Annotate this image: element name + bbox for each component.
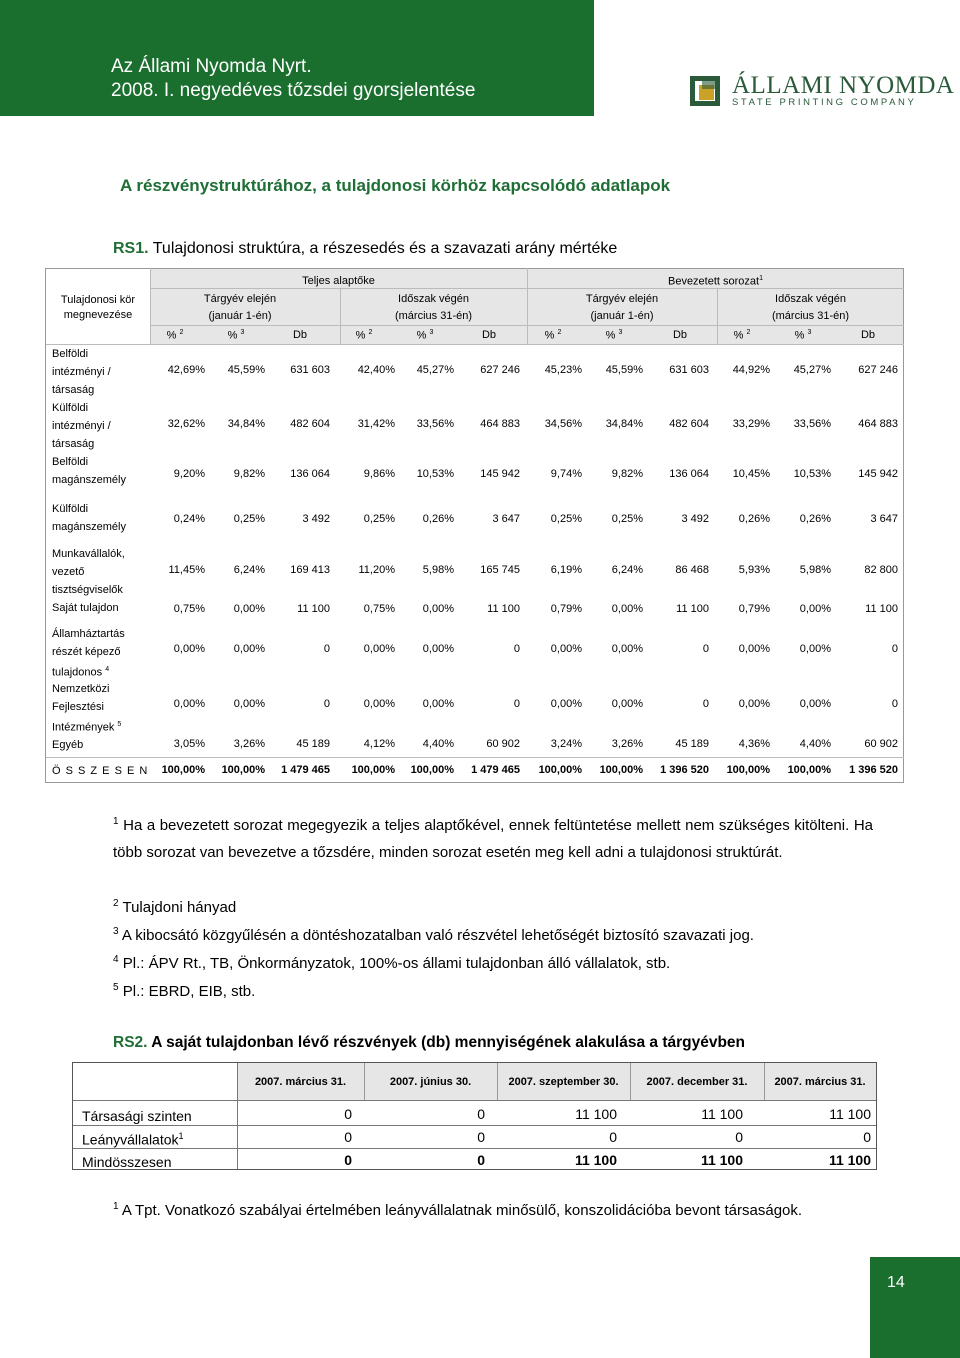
rs1-cell: 0,25% <box>550 513 582 525</box>
rs1-cell: 3,24% <box>550 738 582 750</box>
rs1-cell: 0,00% <box>611 698 643 710</box>
rs2-hline <box>73 1100 876 1101</box>
rs2-row-label <box>82 1131 184 1148</box>
rs1-colhead: Db <box>672 329 688 341</box>
rs1-row-label-line: vezető <box>52 566 85 578</box>
rs1-cell: 31,42% <box>357 418 395 430</box>
footnote-num: 1 <box>113 816 119 827</box>
rs2-cell: 0 <box>863 1129 871 1145</box>
logo-mark-icon <box>690 76 720 106</box>
rs1-cell: 33,56% <box>793 418 831 430</box>
rs1-cell: 0,00% <box>611 643 643 655</box>
rs1-cell: 34,84% <box>227 418 265 430</box>
rs1-colhead-sup: 3 <box>807 329 812 336</box>
rs2-date-header: 2007. március 31. <box>254 1076 347 1088</box>
logo-name: ÁLLAMI NYOMDA <box>732 72 955 99</box>
rs1-cell: 45,27% <box>416 364 454 376</box>
rs1-row-label-line: magánszemély <box>52 474 126 486</box>
rs1-cell: 3,26% <box>233 738 265 750</box>
rs2-footnote-text: A Tpt. Vonatkozó szabályai értelmében leányvállalatnak minősülő, konszolidációba bevont társaságok. <box>121 1202 803 1219</box>
rs1-cell: 0,00% <box>233 603 265 615</box>
rs2-cell: 0 <box>344 1129 352 1145</box>
footnote <box>113 808 873 866</box>
rs1-cell: 34,84% <box>605 418 643 430</box>
rs1-sub-start-1: Tárgyév elején <box>203 293 277 305</box>
rs2-cell: 0 <box>735 1129 743 1145</box>
rs2-cell: 11 100 <box>701 1106 743 1122</box>
footnote-num: 2 <box>113 898 119 909</box>
rs1-row-label-sup: 4 <box>105 666 110 673</box>
rs1-cell: 5,98% <box>799 564 831 576</box>
rs1-hline <box>150 325 904 326</box>
rs1-hline <box>46 757 904 758</box>
rs1-cell: 0,00% <box>173 698 205 710</box>
footnote <box>113 946 873 977</box>
rs1-cell: 11 100 <box>487 603 520 615</box>
rs1-cell: 0,00% <box>799 603 831 615</box>
rs1-cell: 10,53% <box>793 468 831 480</box>
rs1-row-label-line: társaság <box>52 438 95 450</box>
rs1-cell: 4,36% <box>738 738 770 750</box>
rs1-row-label <box>52 500 126 536</box>
rs2-footnote <box>113 1193 873 1224</box>
page-number-box <box>870 1257 960 1358</box>
rs1-cell: 45 189 <box>296 738 330 750</box>
rs1-row-label-sup: 5 <box>117 721 122 728</box>
rs1-cell: 145 942 <box>480 468 520 480</box>
rs1-cell: 0,00% <box>738 698 770 710</box>
rs1-cell: 482 604 <box>290 418 330 430</box>
rs1-sub-end-1: Időszak végén <box>398 293 469 305</box>
rs2-row-label <box>82 1154 172 1170</box>
rs1-cell: 6,19% <box>550 564 582 576</box>
rs1-row-label-line: tulajdonos $^4$ <box>52 666 110 679</box>
rs1-cell: 45,23% <box>544 364 582 376</box>
rs1-cell: 0,00% <box>799 643 831 655</box>
rs1-cell: 45,27% <box>793 364 831 376</box>
rs1-cell: 0,00% <box>550 643 582 655</box>
report-title: 2008. I. negyedéves tőzsdei gyorsjelentése <box>111 80 476 101</box>
rs1-col-owner: Tulajdonosi kör megnevezése <box>60 294 136 321</box>
rs2-title: A saját tulajdonban lévő részvények (db) mennyiségének alakulása a tárgyévben <box>151 1034 746 1051</box>
rs1-code: RS1. <box>113 240 149 257</box>
rs1-cell: 0,00% <box>799 698 831 710</box>
footnote-text: Pl.: EBRD, EIB, stb. <box>122 983 256 1000</box>
rs1-cell: 0,26% <box>422 513 454 525</box>
page-number: 14 <box>887 1274 905 1291</box>
header-banner <box>0 0 594 116</box>
rs1-row-label <box>52 399 111 453</box>
rs2-cell: 11 100 <box>829 1106 871 1122</box>
rs1-cell: 0,00% <box>233 643 265 655</box>
rs1-colhead-sup: 2 <box>746 329 751 336</box>
rs1-cell: 0 <box>323 698 330 710</box>
rs1-cell: 33,56% <box>416 418 454 430</box>
rs1-cell: 1 396 520 <box>660 764 709 776</box>
rs1-colhead <box>589 329 639 342</box>
rs1-row-label-line: tisztségviselők <box>52 584 123 596</box>
rs1-cell: 0,00% <box>233 698 265 710</box>
rs1-row-label-line: Államháztartás <box>52 628 125 640</box>
rs1-cell: 9,20% <box>173 468 205 480</box>
rs1-row-label <box>52 680 121 737</box>
rs1-cell: 0,26% <box>738 513 770 525</box>
rs1-row-label-line: részét képező <box>52 646 121 658</box>
rs1-row-label <box>52 736 83 754</box>
rs1-cell: 45,59% <box>605 364 643 376</box>
rs1-row-label-line: Belföldi <box>52 456 89 468</box>
rs2-cell: 0 <box>344 1106 352 1122</box>
rs1-cell: 60 902 <box>864 738 898 750</box>
rs1-sub-start2-1: (január 1-én) <box>208 310 272 322</box>
rs2-cell: 0 <box>477 1106 485 1122</box>
rs1-row-label-line: Külföldi <box>52 402 89 414</box>
rs1-row-label-line: Nemzetközi <box>52 683 110 695</box>
rs1-cell: 6,24% <box>611 564 643 576</box>
footnote-text: Pl.: ÁPV Rt., TB, Önkormányzatok, 100%-os állami tulajdonban álló vállalatok, stb. <box>122 955 671 972</box>
rs2-row-label <box>82 1108 192 1124</box>
rs1-sub-start2-2: (január 1-én) <box>590 310 654 322</box>
rs1-colhead: Db <box>860 329 876 341</box>
rs1-colhead <box>211 329 261 342</box>
rs1-cell: 100,00% <box>410 764 454 776</box>
rs1-cell: 0 <box>702 698 709 710</box>
rs2-row-label-text: Leányvállalatok <box>82 1131 179 1148</box>
rs1-row-label-line: társaság <box>52 384 95 396</box>
rs2-code: RS2. <box>113 1034 148 1051</box>
rs1-cell: 42,40% <box>357 364 395 376</box>
rs1-cell: 100,00% <box>221 764 265 776</box>
rs1-cell: 100,00% <box>161 764 205 776</box>
rs1-cell: 169 413 <box>290 564 330 576</box>
rs2-cell: 0 <box>477 1152 485 1168</box>
rs1-colhead <box>339 329 389 342</box>
rs1-group-listed <box>527 275 904 288</box>
rs1-cell: 464 883 <box>858 418 898 430</box>
rs1-cell: 9,74% <box>550 468 582 480</box>
rs1-cell: 44,92% <box>732 364 770 376</box>
rs1-cell: 11,20% <box>358 564 395 576</box>
rs1-colhead-sup: 2 <box>557 329 562 336</box>
rs1-cell: 42,69% <box>167 364 205 376</box>
rs1-heading <box>113 240 617 258</box>
footnote <box>113 974 873 1005</box>
rs1-cell: 464 883 <box>480 418 520 430</box>
rs1-cell: 100,00% <box>726 764 770 776</box>
rs1-cell: 0 <box>891 643 898 655</box>
rs1-colhead-pct: % <box>355 329 366 342</box>
rs1-hline <box>46 344 904 345</box>
footnote-text: Ha a bevezetett sorozat megegyezik a teljes alaptőkével, ennek feltüntetése mellett nem szükséges kitölteni. Ha több sorozat van bevezetve a tőzsdére, minden sorozat esetén meg kell adni a tulajdonosi struktúrát. <box>113 817 873 861</box>
rs1-colhead: Db <box>481 329 497 341</box>
rs2-cell: 11 100 <box>700 1152 743 1168</box>
rs1-row-label-line: Intézmények $^5$ <box>52 721 122 734</box>
rs1-cell: 0 <box>702 643 709 655</box>
rs1-cell: 0,00% <box>173 643 205 655</box>
footnote-num: 4 <box>113 954 119 965</box>
footnote-num: 5 <box>113 982 119 993</box>
rs1-row-label-line: Ö S S Z E S E N <box>52 765 149 777</box>
rs1-cell: 9,86% <box>363 468 395 480</box>
rs1-cell: 11 100 <box>297 603 330 615</box>
rs1-cell: 9,82% <box>611 468 643 480</box>
rs1-row-label-line: Külföldi <box>52 503 89 515</box>
rs1-cell: 32,62% <box>167 418 205 430</box>
rs1-colhead-sup: 2 <box>368 329 373 336</box>
rs1-cell: 5,93% <box>738 564 770 576</box>
footnote <box>113 890 873 921</box>
rs1-row-label <box>52 599 119 617</box>
page-title: A részvénystruktúrához, a tulajdonosi körhöz kapcsolódó adatlapok <box>120 176 671 195</box>
rs2-date-header: 2007. március 31. <box>774 1076 866 1088</box>
rs1-cell: 1 396 520 <box>849 764 898 776</box>
rs1-cell: 3 647 <box>492 513 520 525</box>
company-name: Az Állami Nyomda Nyrt. <box>111 56 312 77</box>
rs2-hline <box>73 1125 876 1126</box>
rs1-colhead <box>717 329 767 342</box>
rs2-cell: 0 <box>477 1129 485 1145</box>
rs2-hline <box>73 1148 876 1149</box>
rs1-cell: 0,79% <box>738 603 770 615</box>
rs1-cell: 100,00% <box>787 764 831 776</box>
rs2-cell: 11 100 <box>828 1152 871 1168</box>
rs1-cell: 136 064 <box>290 468 330 480</box>
rs2-cell: 11 100 <box>574 1152 617 1168</box>
rs1-row-label <box>52 625 125 682</box>
footnote-text: Tulajdoni hányad <box>122 899 237 916</box>
rs1-group-listed-label: Bevezetett sorozat <box>667 275 760 288</box>
logo-subtitle: STATE PRINTING COMPANY <box>732 97 917 108</box>
rs1-colhead-pct: % <box>166 329 177 342</box>
rs1-cell: 60 902 <box>486 738 520 750</box>
rs1-colhead-pct: % <box>605 329 616 342</box>
rs1-colhead <box>528 329 578 342</box>
rs1-sub-start-2: Tárgyév elején <box>585 293 659 305</box>
rs1-row-label-line: Fejlesztési <box>52 701 104 713</box>
rs1-cell: 0,25% <box>233 513 265 525</box>
rs1-cell: 5,98% <box>422 564 454 576</box>
rs1-cell: 1 479 465 <box>471 764 520 776</box>
rs1-sub-end-2: Időszak végén <box>775 293 846 305</box>
rs1-cell: 1 479 465 <box>281 764 330 776</box>
footnote-num: 3 <box>113 926 119 937</box>
rs1-cell: 0,26% <box>799 513 831 525</box>
rs1-cell: 0,25% <box>363 513 395 525</box>
rs2-date-header: 2007. június 30. <box>389 1076 472 1088</box>
rs1-cell: 0,79% <box>550 603 582 615</box>
rs2-row-label-text: Mindösszesen <box>82 1154 172 1170</box>
rs1-colhead <box>150 329 200 342</box>
rs2-date-header: 2007. december 31. <box>646 1076 748 1088</box>
rs1-group-listed-sup: 1 <box>759 275 763 282</box>
rs1-cell: 0,00% <box>422 698 454 710</box>
rs2-cell: 0 <box>344 1152 352 1168</box>
rs1-cell: 0,00% <box>738 643 770 655</box>
rs1-colhead-pct: % <box>794 329 805 342</box>
rs1-cell: 0,00% <box>550 698 582 710</box>
rs1-cell: 3,05% <box>173 738 205 750</box>
rs1-cell: 4,40% <box>799 738 831 750</box>
rs1-cell: 0 <box>891 698 898 710</box>
rs1-row-label <box>52 545 125 599</box>
rs1-cell: 0,75% <box>363 603 395 615</box>
rs1-row-label <box>52 762 148 780</box>
rs1-cell: 6,24% <box>233 564 265 576</box>
rs1-cell: 10,53% <box>416 468 454 480</box>
rs1-row-label <box>52 345 111 399</box>
rs1-cell: 0,00% <box>363 643 395 655</box>
rs1-colhead-pct: % <box>733 329 744 342</box>
rs1-cell: 482 604 <box>669 418 709 430</box>
rs1-cell: 34,56% <box>544 418 582 430</box>
rs1-cell: 4,40% <box>422 738 454 750</box>
rs1-colhead-sup: 3 <box>618 329 623 336</box>
rs1-cell: 100,00% <box>538 764 582 776</box>
rs2-footnote-num: 1 <box>113 1201 119 1212</box>
rs1-colhead-sup: 3 <box>240 329 245 336</box>
rs1-row-label-line: Munkavállalók, <box>52 548 125 560</box>
rs1-cell: 45 189 <box>675 738 709 750</box>
rs1-hline <box>150 288 904 289</box>
rs1-row-label-line: intézményi / <box>52 420 111 432</box>
rs1-sub-end2-2: (március 31-én) <box>771 310 850 322</box>
rs1-cell: 45,59% <box>227 364 265 376</box>
rs1-cell: 0,00% <box>422 603 454 615</box>
rs2-date-header: 2007. szeptember 30. <box>508 1076 619 1088</box>
rs1-colhead-pct: % <box>544 329 555 342</box>
rs2-cell: 0 <box>609 1129 617 1145</box>
rs1-sub-end2-1: (március 31-én) <box>394 310 473 322</box>
rs1-cell: 136 064 <box>669 468 709 480</box>
rs2-row-label-sup: 1 <box>178 1131 184 1141</box>
rs1-title: Tulajdonosi struktúra, a részesedés és a szavazati arány mértéke <box>152 240 618 257</box>
rs1-cell: 3 647 <box>870 513 898 525</box>
rs1-cell: 33,29% <box>732 418 770 430</box>
rs1-cell: 11 100 <box>865 603 898 615</box>
rs1-row-label-line: Egyéb <box>52 739 84 751</box>
rs1-colhead <box>778 329 828 342</box>
rs1-cell: 0 <box>323 643 330 655</box>
rs1-cell: 0,75% <box>173 603 205 615</box>
rs1-colhead-pct: % <box>227 329 238 342</box>
rs1-cell: 11 100 <box>676 603 709 615</box>
rs1-row-label-line: Saját tulajdon <box>52 602 119 614</box>
rs2-row-label-text: Társasági szinten <box>82 1108 192 1124</box>
footnote-text: A kibocsátó közgyűlésén a döntéshozatalban való részvétel lehetőségét biztosító szavazati jog. <box>121 927 754 944</box>
rs1-cell: 631 603 <box>290 364 330 376</box>
rs2-heading <box>113 1034 745 1052</box>
rs1-cell: 86 468 <box>675 564 709 576</box>
rs1-cell: 11,45% <box>168 564 205 576</box>
rs1-cell: 0 <box>513 643 520 655</box>
rs1-row-label <box>52 453 126 489</box>
rs2-cell: 11 100 <box>575 1106 617 1122</box>
rs1-group-total: Teljes alaptőke <box>302 275 375 287</box>
rs1-cell: 9,82% <box>233 468 265 480</box>
rs1-cell: 3 492 <box>302 513 330 525</box>
rs1-cell: 145 942 <box>858 468 898 480</box>
rs1-cell: 3 492 <box>681 513 709 525</box>
rs1-row-label-line: magánszemély <box>52 521 126 533</box>
rs1-cell: 10,45% <box>732 468 770 480</box>
rs1-cell: 165 745 <box>480 564 520 576</box>
rs1-cell: 0,24% <box>173 513 205 525</box>
rs1-colhead-sup: 3 <box>429 329 434 336</box>
rs1-cell: 0,00% <box>363 698 395 710</box>
rs1-cell: 0,25% <box>611 513 643 525</box>
rs1-colhead-pct: % <box>416 329 427 342</box>
rs1-cell: 627 246 <box>480 364 520 376</box>
rs1-row-label-line: Belföldi <box>52 348 89 360</box>
rs1-colhead <box>400 329 450 342</box>
footnote <box>113 918 873 949</box>
rs1-row-label-line: intézményi / <box>52 366 111 378</box>
rs1-cell: 627 246 <box>858 364 898 376</box>
rs1-cell: 0,00% <box>422 643 454 655</box>
rs1-colhead: Db <box>292 329 308 341</box>
rs1-colhead-sup: 2 <box>179 329 184 336</box>
rs1-cell: 631 603 <box>669 364 709 376</box>
rs1-cell: 0,00% <box>611 603 643 615</box>
rs1-cell: 4,12% <box>363 738 395 750</box>
rs1-cell: 0 <box>513 698 520 710</box>
rs1-cell: 82 800 <box>864 564 898 576</box>
rs1-cell: 100,00% <box>599 764 643 776</box>
rs1-cell: 3,26% <box>611 738 643 750</box>
rs1-cell: 100,00% <box>351 764 395 776</box>
